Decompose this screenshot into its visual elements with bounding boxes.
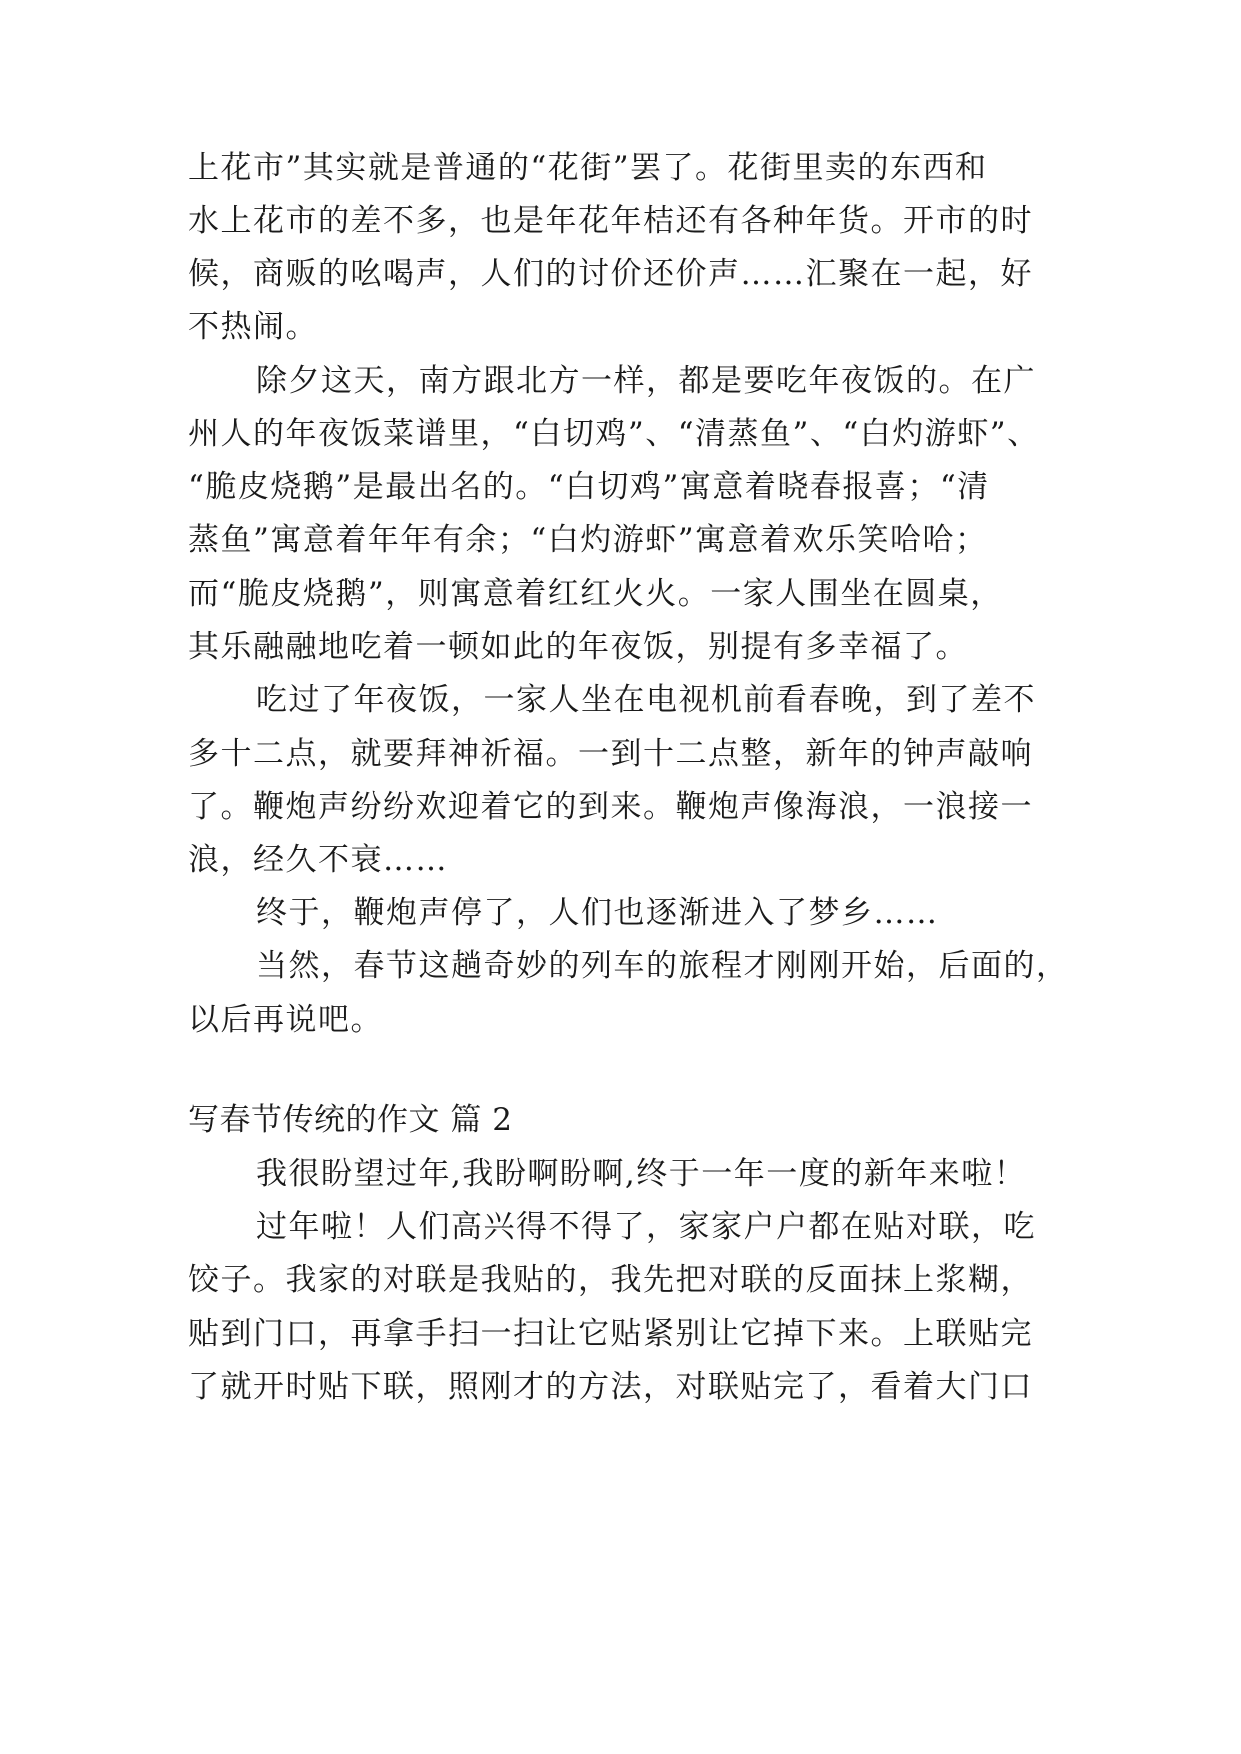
- text-line: 终于，鞭炮声停了，人们也逐渐进入了梦乡……: [256, 895, 939, 931]
- text-line: 当然，春节这趟奇妙的列车的旅程才刚刚开始，后面的，: [256, 948, 1069, 984]
- text-line: 其乐融融地吃着一顿如此的年夜饭，别提有多幸福了。: [188, 629, 968, 665]
- text-line: 浪，经久不衰……: [188, 842, 448, 878]
- text-line: 了。鞭炮声纷纷欢迎着它的到来。鞭炮声像海浪，一浪接一: [188, 789, 1033, 825]
- text-line: 州人的年夜饭菜谱里，“白切鸡”、“清蒸鱼”、“白灼游虾”、: [188, 416, 1040, 452]
- text-line: 上花市”其实就是普通的“花街”罢了。花街里卖的东西和: [188, 150, 988, 186]
- text-line: 蒸鱼”寓意着年年有余；“白灼游虾”寓意着欢乐笑哈哈；: [188, 522, 988, 558]
- text-line: 除夕这天，南方跟北方一样，都是要吃年夜饭的。在广: [256, 363, 1036, 399]
- text-line: 不热闹。: [188, 309, 318, 345]
- text-line: 多十二点，就要拜神祈福。一到十二点整，新年的钟声敲响: [188, 736, 1033, 772]
- text-line: 水上花市的差不多，也是年花年桔还有各种年货。开市的时: [188, 203, 1033, 239]
- text-line: 饺子。我家的对联是我贴的，我先把对联的反面抹上浆糊，: [188, 1262, 1033, 1298]
- text-line: 候，商贩的吆喝声，人们的讨价还价声……汇聚在一起，好: [188, 256, 1033, 292]
- text-line: 以后再说吧。: [188, 1002, 383, 1038]
- text-line: 了就开时贴下联，照刚才的方法，对联贴完了，看着大门口: [188, 1369, 1033, 1405]
- text-line: “脆皮烧鹅”是最出名的。“白切鸡”寓意着晓春报喜；“清: [188, 469, 990, 505]
- text-line: 过年啦！人们高兴得不得了，家家户户都在贴对联，吃: [256, 1209, 1036, 1245]
- text-line: 我很盼望过年,我盼啊盼啊,终于一年一度的新年来啦！: [256, 1156, 1027, 1192]
- text-line: 贴到门口，再拿手扫一扫让它贴紧别让它掉下来。上联贴完: [188, 1316, 1033, 1352]
- text-line: 吃过了年夜饭，一家人坐在电视机前看春晚，到了差不: [256, 682, 1036, 718]
- section-title: 写春节传统的作文 篇 2: [188, 1102, 513, 1138]
- text-line: 而“脆皮烧鹅”，则寓意着红红火火。一家人围坐在圆桌，: [188, 576, 1003, 612]
